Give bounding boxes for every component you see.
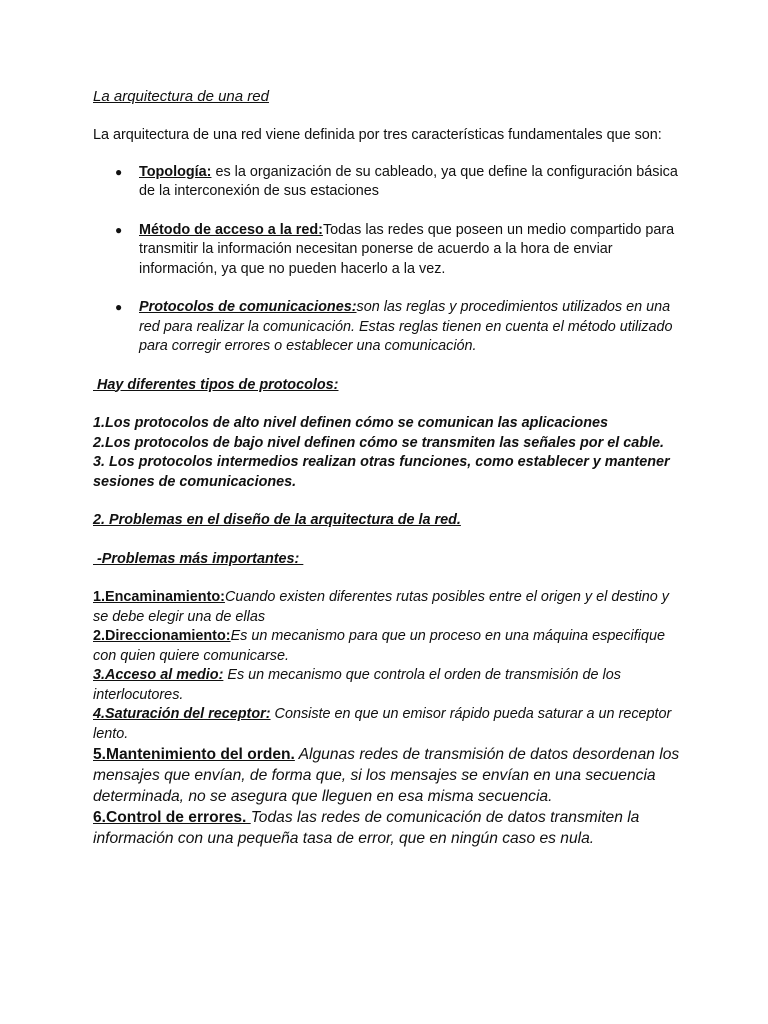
problem-text: Es un mecanismo que controla el orden de transmisión de los interlocutores.: [93, 667, 621, 703]
document-page: [93, 87, 683, 849]
bullet-protocolos: [93, 298, 683, 357]
protocols-heading: Hay diferentes tipos de protocolos:: [93, 376, 339, 393]
bullet-topologia: [93, 163, 683, 202]
problem-label: 1.Encaminamiento:: [93, 589, 225, 605]
problem-label: 2.Direccionamiento:: [93, 628, 231, 644]
bullet-text: Todas las redes que poseen un medio compartido para transmitir la información necesitan ponerse de acuerdo a la hora de enviar información, ya que no pueden hacerlo a la vez.: [139, 221, 675, 277]
problems-list: [93, 588, 683, 849]
bullet-text: es la organización de su cableado, ya que define la configuración básica de la interconexión de sus estaciones: [139, 163, 678, 199]
bullet-label: Topología:: [139, 163, 212, 180]
protocol-item: 2.Los protocolos de bajo nivel definen cómo se transmiten las señales por el cable.: [93, 434, 664, 451]
protocols-list: [93, 414, 683, 492]
problem-text: Cuando existen diferentes rutas posibles entre el origen y el destino y se debe elegir una de ellas: [93, 589, 669, 625]
bullet-label: Protocolos de comunicaciones:: [139, 299, 357, 315]
problem-text: Todas las redes de comunicación de datos transmiten la información con una pequeña tasa de error, que en ningún caso es nula.: [93, 809, 640, 847]
problem-item: [93, 705, 683, 744]
problem-label: 4.Saturación del receptor:: [93, 706, 271, 722]
bullet-icon: ●: [115, 300, 123, 314]
problem-text: Consiste en que un emisor rápido pueda saturar a un receptor lento.: [93, 706, 672, 742]
problem-label: 5.Mantenimiento del orden.: [93, 746, 295, 763]
intro-paragraph: La arquitectura de una red viene definida por tres características fundamentales que son:: [93, 127, 662, 143]
problem-label: 3.Acceso al medio:: [93, 667, 224, 683]
document-title: La arquitectura de una red: [93, 88, 269, 105]
bullet-text: son las reglas y procedimientos utilizados en una red para realizar la comunicación. Estas reglas tienen en cuenta el método utilizado para corregir errores o establecer una comunicación.: [139, 299, 673, 354]
bullet-metodo-acceso: [93, 221, 683, 280]
problem-item: [93, 666, 683, 705]
problem-item: [93, 807, 683, 849]
section-2-heading: 2. Problemas en el diseño de la arquitectura de la red.: [93, 512, 461, 528]
problem-item: [93, 588, 683, 627]
bullet-icon: ●: [115, 222, 123, 237]
problems-heading: -Problemas más importantes:: [93, 550, 304, 567]
problem-text: Es un mecanismo para que un proceso en una máquina especifique con quien quiere comunicarse.: [93, 628, 665, 664]
problem-label: 6.Control de errores.: [93, 809, 251, 826]
problem-item: [93, 744, 683, 807]
characteristics-list: [93, 163, 683, 357]
problem-item: [93, 627, 683, 666]
protocol-item: 1.Los protocolos de alto nivel definen cómo se comunican las aplicaciones: [93, 415, 608, 431]
bullet-icon: ●: [115, 164, 123, 179]
protocol-item: 3. Los protocolos intermedios realizan otras funciones, como establecer y mantener sesiones de comunicaciones.: [93, 454, 670, 490]
problem-text: Algunas redes de transmisión de datos desordenan los mensajes que envían, de forma que, si los mensajes se envían en una secuencia determinada, no se asegura que lleguen en esa misma secuencia.: [93, 746, 680, 805]
bullet-label: Método de acceso a la red:: [139, 221, 323, 238]
